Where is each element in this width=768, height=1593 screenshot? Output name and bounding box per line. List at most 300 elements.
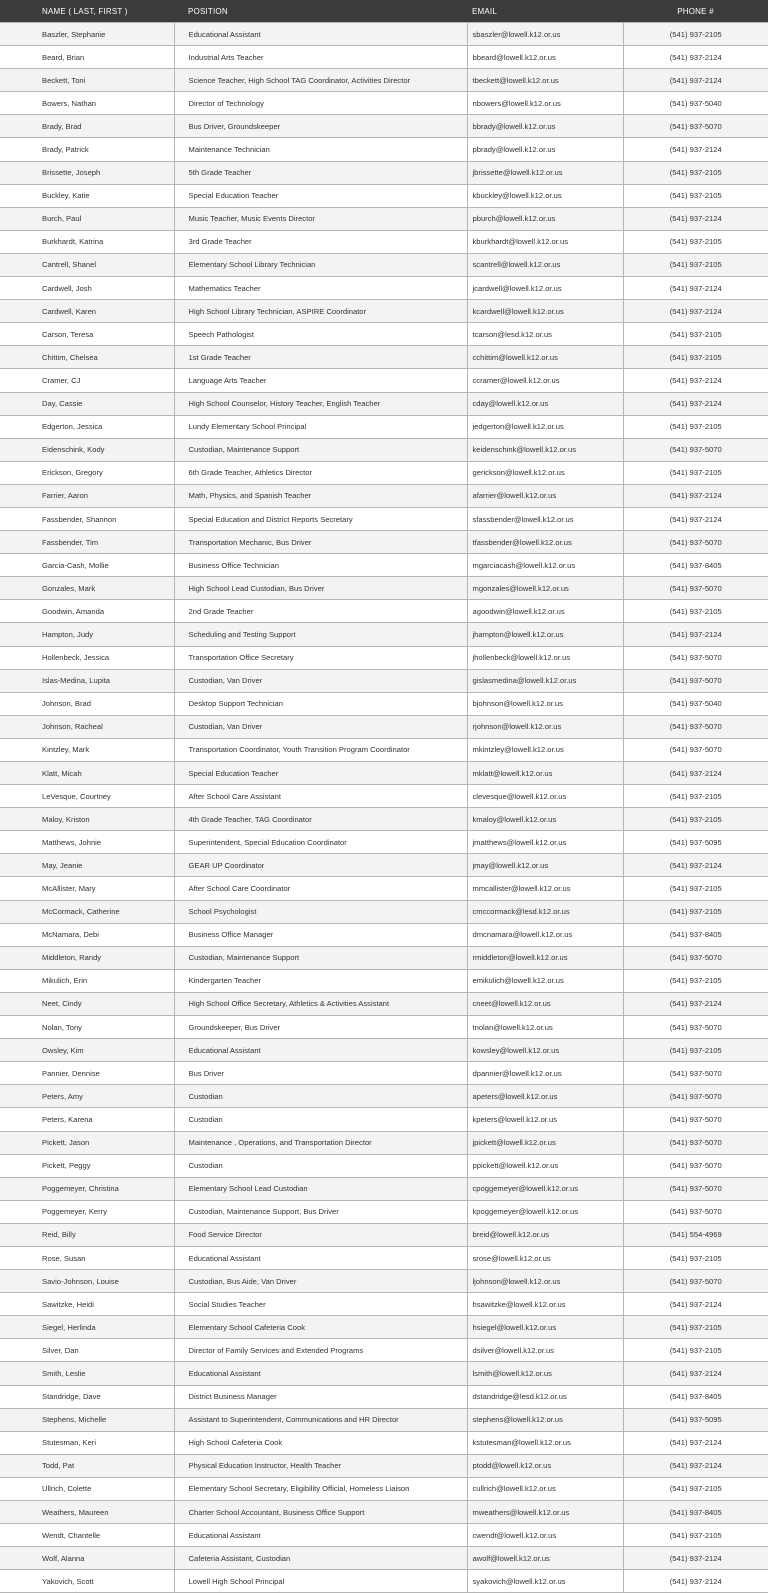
cell-email[interactable]: nbowers@lowell.k12.or.us	[467, 92, 623, 115]
column-header-phone: PHONE #	[623, 0, 768, 23]
table-row	[0, 600, 768, 623]
cell-email[interactable]: pburch@lowell.k12.or.us	[467, 207, 623, 230]
cell-name: Buckley, Katie	[0, 184, 174, 207]
cell-email[interactable]: cmccormack@lesd.k12.or.us	[467, 900, 623, 923]
cell-email[interactable]: emikulich@lowell.k12.or.us	[467, 969, 623, 992]
cell-email[interactable]: kowsley@lowell.k12.or.us	[467, 1039, 623, 1062]
cell-email[interactable]: mgarciacash@lowell.k12.or.us	[467, 554, 623, 577]
cell-name: Pickett, Jason	[0, 1131, 174, 1154]
cell-name: Cramer, CJ	[0, 369, 174, 392]
cell-position: High School Cafeteria Cook	[174, 1431, 467, 1454]
cell-position: After School Care Coordinator	[174, 877, 467, 900]
cell-email[interactable]: ptodd@lowell.k12.or.us	[467, 1454, 623, 1477]
cell-phone: (541) 937-8405	[623, 1385, 768, 1408]
table-row	[0, 277, 768, 300]
cell-position: Speech Pathologist	[174, 323, 467, 346]
cell-name: Wendt, Chantelle	[0, 1524, 174, 1547]
table-row	[0, 115, 768, 138]
cell-position: Educational Assistant	[174, 1039, 467, 1062]
cell-name: May, Jeanie	[0, 854, 174, 877]
cell-phone: (541) 937-2105	[623, 1316, 768, 1339]
cell-email[interactable]: hsawitzke@lowell.k12.or.us	[467, 1293, 623, 1316]
cell-phone: (541) 937-5070	[623, 1154, 768, 1177]
cell-name: Burkhardt, Katrina	[0, 230, 174, 253]
table-row	[0, 1339, 768, 1362]
cell-email[interactable]: cullrich@lowell.k12.or.us	[467, 1477, 623, 1500]
table-row	[0, 877, 768, 900]
cell-phone: (541) 937-2124	[623, 623, 768, 646]
cell-name: Poggemeyer, Kerry	[0, 1200, 174, 1223]
cell-name: Garcia-Cash, Mollie	[0, 554, 174, 577]
table-row	[0, 1293, 768, 1316]
cell-email[interactable]: awolf@lowell.k12.or.us	[467, 1547, 623, 1570]
cell-position: Elementary School Cafeteria Cook	[174, 1316, 467, 1339]
cell-phone: (541) 937-2124	[623, 207, 768, 230]
cell-name: Weathers, Maureen	[0, 1501, 174, 1524]
table-row	[0, 1223, 768, 1246]
cell-email[interactable]: mmcallister@lowell.k12.or.us	[467, 877, 623, 900]
cell-email[interactable]: jbrissette@lowell.k12.or.us	[467, 161, 623, 184]
cell-email[interactable]: apeters@lowell.k12.or.us	[467, 1085, 623, 1108]
cell-phone: (541) 937-8405	[623, 1501, 768, 1524]
cell-position: Language Arts Teacher	[174, 369, 467, 392]
cell-phone: (541) 937-5095	[623, 1408, 768, 1431]
cell-name: Matthews, Johnie	[0, 831, 174, 854]
cell-name: LeVesque, Courtney	[0, 785, 174, 808]
cell-name: Cardwell, Karen	[0, 300, 174, 323]
cell-name: Rose, Susan	[0, 1246, 174, 1269]
cell-position: Educational Assistant	[174, 1362, 467, 1385]
cell-email[interactable]: jedgerton@lowell.k12.or.us	[467, 415, 623, 438]
cell-name: Kintzley, Mark	[0, 738, 174, 761]
cell-email[interactable]: jhollenbeck@lowell.k12.or.us	[467, 646, 623, 669]
cell-name: Stutesman, Keri	[0, 1431, 174, 1454]
cell-phone: (541) 937-2124	[623, 300, 768, 323]
table-row	[0, 1547, 768, 1570]
cell-phone: (541) 937-5070	[623, 531, 768, 554]
cell-phone: (541) 937-2124	[623, 1362, 768, 1385]
cell-email[interactable]: cwendt@lowell.k12.or.us	[467, 1524, 623, 1547]
cell-name: Todd, Pat	[0, 1454, 174, 1477]
cell-phone: (541) 937-2124	[623, 992, 768, 1015]
cell-name: Smith, Leslie	[0, 1362, 174, 1385]
cell-position: Custodian, Bus Aide, Van Driver	[174, 1270, 467, 1293]
cell-phone: (541) 937-2105	[623, 461, 768, 484]
table-row	[0, 1454, 768, 1477]
cell-email[interactable]: pbrady@lowell.k12.or.us	[467, 138, 623, 161]
table-row	[0, 1385, 768, 1408]
cell-phone: (541) 937-2105	[623, 23, 768, 46]
table-row	[0, 831, 768, 854]
cell-position: Lundy Elementary School Principal	[174, 415, 467, 438]
cell-phone: (541) 937-2105	[623, 184, 768, 207]
cell-position: 5th Grade Teacher	[174, 161, 467, 184]
cell-phone: (541) 937-2124	[623, 69, 768, 92]
table-row	[0, 69, 768, 92]
cell-name: Beard, Brian	[0, 46, 174, 69]
table-row	[0, 300, 768, 323]
column-header-email: EMAIL	[467, 0, 623, 23]
column-header-position: POSITION	[174, 0, 467, 23]
cell-position: After School Care Assistant	[174, 785, 467, 808]
cell-name: Maloy, Kriston	[0, 808, 174, 831]
cell-position: Transportation Office Secretary	[174, 646, 467, 669]
cell-name: Pannier, Dennise	[0, 1062, 174, 1085]
cell-position: Superintendent, Special Education Coordinator	[174, 831, 467, 854]
cell-phone: (541) 937-2124	[623, 392, 768, 415]
table-row	[0, 207, 768, 230]
cell-position: Director of Technology	[174, 92, 467, 115]
cell-position: 2nd Grade Teacher	[174, 600, 467, 623]
cell-phone: (541) 937-2105	[623, 877, 768, 900]
cell-phone: (541) 937-5070	[623, 1131, 768, 1154]
cell-email[interactable]: gerickson@lowell.k12.or.us	[467, 461, 623, 484]
cell-email[interactable]: ccramer@lowell.k12.or.us	[467, 369, 623, 392]
cell-email[interactable]: bbrady@lowell.k12.or.us	[467, 115, 623, 138]
cell-name: Owsley, Kim	[0, 1039, 174, 1062]
cell-email[interactable]: jcardwell@lowell.k12.or.us	[467, 277, 623, 300]
table-row	[0, 415, 768, 438]
cell-phone: (541) 937-5070	[623, 738, 768, 761]
cell-name: Poggemeyer, Christina	[0, 1177, 174, 1200]
cell-position: School Psychologist	[174, 900, 467, 923]
cell-email[interactable]: kpoggemeyer@lowell.k12.or.us	[467, 1200, 623, 1223]
cell-position: 4th Grade Teacher, TAG Coordinator	[174, 808, 467, 831]
cell-email[interactable]: kpeters@lowell.k12.or.us	[467, 1108, 623, 1131]
cell-name: McNamara, Debi	[0, 923, 174, 946]
cell-position: Custodian, Van Driver	[174, 715, 467, 738]
cell-position: Food Service Director	[174, 1223, 467, 1246]
cell-phone: (541) 937-2124	[623, 46, 768, 69]
table-row	[0, 184, 768, 207]
cell-email[interactable]: rmiddleton@lowell.k12.or.us	[467, 946, 623, 969]
cell-email[interactable]: bbeard@lowell.k12.or.us	[467, 46, 623, 69]
table-row	[0, 230, 768, 253]
cell-phone: (541) 937-5070	[623, 115, 768, 138]
table-header	[0, 0, 768, 23]
table-row	[0, 161, 768, 184]
table-row	[0, 1039, 768, 1062]
cell-email[interactable]: scantrell@lowell.k12.or.us	[467, 253, 623, 276]
table-row	[0, 738, 768, 761]
cell-email[interactable]: sfassbender@lowell.k12.or.us	[467, 507, 623, 530]
table-row	[0, 1501, 768, 1524]
cell-email[interactable]: breid@lowell.k12.or.us	[467, 1223, 623, 1246]
cell-phone: (541) 937-5070	[623, 438, 768, 461]
cell-name: Reid, Billy	[0, 1223, 174, 1246]
table-row	[0, 692, 768, 715]
cell-position: GEAR UP Coordinator	[174, 854, 467, 877]
column-header-name: NAME ( LAST, FIRST )	[0, 0, 174, 23]
cell-name: Fassbender, Shannon	[0, 507, 174, 530]
cell-name: Gonzales, Mark	[0, 577, 174, 600]
cell-phone: (541) 937-5040	[623, 692, 768, 715]
cell-email[interactable]: clevesque@lowell.k12.or.us	[467, 785, 623, 808]
cell-position: Business Office Manager	[174, 923, 467, 946]
cell-email[interactable]: kstutesman@lowell.k12.or.us	[467, 1431, 623, 1454]
cell-email[interactable]: keidenschink@lowell.k12.or.us	[467, 438, 623, 461]
cell-position: Bus Driver, Groundskeeper	[174, 115, 467, 138]
cell-phone: (541) 937-5070	[623, 1016, 768, 1039]
cell-email[interactable]: srose@lowell.k12.or.us	[467, 1246, 623, 1269]
cell-position: Elementary School Library Technician	[174, 253, 467, 276]
cell-email[interactable]: syakovich@lowell.k12.or.us	[467, 1570, 623, 1593]
table-row	[0, 785, 768, 808]
cell-email[interactable]: hsiegel@lowell.k12.or.us	[467, 1316, 623, 1339]
cell-position: Kindergarten Teacher	[174, 969, 467, 992]
table-row	[0, 1154, 768, 1177]
cell-email[interactable]: cday@lowell.k12.or.us	[467, 392, 623, 415]
cell-email[interactable]: stephens@lowell.k12.or.us	[467, 1408, 623, 1431]
cell-name: Fassbender, Tim	[0, 531, 174, 554]
cell-name: Johnson, Racheal	[0, 715, 174, 738]
cell-email[interactable]: mweathers@lowell.k12.or.us	[467, 1501, 623, 1524]
cell-email[interactable]: mgonzales@lowell.k12.or.us	[467, 577, 623, 600]
cell-email[interactable]: cchittim@lowell.k12.or.us	[467, 346, 623, 369]
cell-position: Maintenance Technician	[174, 138, 467, 161]
cell-email[interactable]: jmatthews@lowell.k12.or.us	[467, 831, 623, 854]
cell-phone: (541) 937-2105	[623, 785, 768, 808]
table-row	[0, 1524, 768, 1547]
cell-phone: (541) 937-8405	[623, 923, 768, 946]
cell-email[interactable]: dpannier@lowell.k12.or.us	[467, 1062, 623, 1085]
cell-phone: (541) 937-2124	[623, 369, 768, 392]
cell-email[interactable]: cpoggemeyer@lowell.k12.or.us	[467, 1177, 623, 1200]
cell-name: McCormack, Catherine	[0, 900, 174, 923]
table-row	[0, 1431, 768, 1454]
cell-name: Sawitzke, Heidi	[0, 1293, 174, 1316]
cell-position: High School Counselor, History Teacher, English Teacher	[174, 392, 467, 415]
cell-position: Maintenance , Operations, and Transportation Director	[174, 1131, 467, 1154]
cell-name: Eidenschink, Kody	[0, 438, 174, 461]
table-row	[0, 484, 768, 507]
table-row	[0, 715, 768, 738]
cell-name: Brady, Patrick	[0, 138, 174, 161]
cell-email[interactable]: mkintzley@lowell.k12.or.us	[467, 738, 623, 761]
cell-email[interactable]: afarrier@lowell.k12.or.us	[467, 484, 623, 507]
cell-email[interactable]: ppickett@lowell.k12.or.us	[467, 1154, 623, 1177]
cell-phone: (541) 937-2124	[623, 1454, 768, 1477]
cell-email[interactable]: bjohnson@lowell.k12.or.us	[467, 692, 623, 715]
cell-position: Groundskeeper, Bus Driver	[174, 1016, 467, 1039]
cell-phone: (541) 937-5070	[623, 1062, 768, 1085]
table-row	[0, 554, 768, 577]
cell-position: Assistant to Superintendent, Communications and HR Director	[174, 1408, 467, 1431]
cell-email[interactable]: gislasmedina@lowell.k12.or.us	[467, 669, 623, 692]
cell-position: Custodian, Maintenance Support, Bus Driver	[174, 1200, 467, 1223]
cell-position: Music Teacher, Music Events Director	[174, 207, 467, 230]
cell-email[interactable]: tfassbender@lowell.k12.or.us	[467, 531, 623, 554]
cell-phone: (541) 937-5070	[623, 577, 768, 600]
cell-phone: (541) 937-2105	[623, 969, 768, 992]
cell-position: Desktop Support Technician	[174, 692, 467, 715]
cell-name: Islas-Medina, Lupita	[0, 669, 174, 692]
cell-position: Elementary School Lead Custodian	[174, 1177, 467, 1200]
cell-name: Peters, Karena	[0, 1108, 174, 1131]
cell-name: Yakovich, Scott	[0, 1570, 174, 1593]
cell-email[interactable]: rjohnson@lowell.k12.or.us	[467, 715, 623, 738]
table-row	[0, 1316, 768, 1339]
cell-name: Burch, Paul	[0, 207, 174, 230]
cell-phone: (541) 937-5070	[623, 1200, 768, 1223]
cell-phone: (541) 937-5070	[623, 646, 768, 669]
cell-phone: (541) 937-2124	[623, 854, 768, 877]
cell-phone: (541) 937-2105	[623, 600, 768, 623]
cell-phone: (541) 937-2105	[623, 415, 768, 438]
table-row	[0, 531, 768, 554]
cell-position: 3rd Grade Teacher	[174, 230, 467, 253]
cell-email[interactable]: kcardwell@lowell.k12.or.us	[467, 300, 623, 323]
table-row	[0, 808, 768, 831]
cell-phone: (541) 937-2124	[623, 1293, 768, 1316]
cell-phone: (541) 937-5070	[623, 669, 768, 692]
cell-position: Educational Assistant	[174, 1524, 467, 1547]
cell-position: Industrial Arts Teacher	[174, 46, 467, 69]
cell-phone: (541) 937-2124	[623, 277, 768, 300]
cell-name: Brissette, Joseph	[0, 161, 174, 184]
cell-phone: (541) 937-5070	[623, 1108, 768, 1131]
cell-name: Middleton, Randy	[0, 946, 174, 969]
cell-phone: (541) 937-2124	[623, 1431, 768, 1454]
header-row	[0, 0, 768, 23]
cell-phone: (541) 937-5070	[623, 946, 768, 969]
cell-position: Social Studies Teacher	[174, 1293, 467, 1316]
cell-email[interactable]: lsmith@lowell.k12.or.us	[467, 1362, 623, 1385]
cell-position: Custodian, Maintenance Support	[174, 946, 467, 969]
cell-name: Savio-Johnson, Louise	[0, 1270, 174, 1293]
cell-email[interactable]: dstandridge@lesd.k12.or.us	[467, 1385, 623, 1408]
table-row	[0, 1108, 768, 1131]
cell-position: Transportation Mechanic, Bus Driver	[174, 531, 467, 554]
cell-name: Cardwell, Josh	[0, 277, 174, 300]
cell-email[interactable]: jhampton@lowell.k12.or.us	[467, 623, 623, 646]
cell-position: Scheduling and Testing Support	[174, 623, 467, 646]
cell-position: Charter School Accountant, Business Office Support	[174, 1501, 467, 1524]
cell-email[interactable]: kbuckley@lowell.k12.or.us	[467, 184, 623, 207]
table-row	[0, 1016, 768, 1039]
cell-name: Nolan, Tony	[0, 1016, 174, 1039]
table-row	[0, 923, 768, 946]
cell-phone: (541) 937-5070	[623, 715, 768, 738]
cell-phone: (541) 554-4969	[623, 1223, 768, 1246]
cell-name: Siegel, Herlinda	[0, 1316, 174, 1339]
cell-name: Stephens, Michelle	[0, 1408, 174, 1431]
cell-position: Elementary School Secretary, Eligibility Official, Homeless Liaison	[174, 1477, 467, 1500]
table-row	[0, 346, 768, 369]
table-row	[0, 992, 768, 1015]
cell-name: Peters, Amy	[0, 1085, 174, 1108]
table-row	[0, 1270, 768, 1293]
cell-phone: (541) 937-2105	[623, 253, 768, 276]
table-row	[0, 253, 768, 276]
cell-name: Beckett, Toni	[0, 69, 174, 92]
cell-email[interactable]: tnolan@lowell.k12.or.us	[467, 1016, 623, 1039]
cell-name: Ullrich, Colette	[0, 1477, 174, 1500]
cell-name: Cantrell, Shanel	[0, 253, 174, 276]
cell-name: Bowers, Nathan	[0, 92, 174, 115]
cell-position: Custodian	[174, 1154, 467, 1177]
cell-email[interactable]: kburkhardt@lowell.k12.or.us	[467, 230, 623, 253]
cell-email[interactable]: cneet@lowell.k12.or.us	[467, 992, 623, 1015]
cell-position: 6th Grade Teacher, Athletics Director	[174, 461, 467, 484]
cell-name: Brady, Brad	[0, 115, 174, 138]
cell-phone: (541) 937-2124	[623, 507, 768, 530]
cell-email[interactable]: tbeckett@lowell.k12.or.us	[467, 69, 623, 92]
table-row	[0, 369, 768, 392]
cell-name: Neet, Cindy	[0, 992, 174, 1015]
cell-email[interactable]: sbaszler@lowell.k12.or.us	[467, 23, 623, 46]
table-row	[0, 854, 768, 877]
cell-phone: (541) 937-2124	[623, 138, 768, 161]
cell-name: Silver, Dan	[0, 1339, 174, 1362]
cell-position: Special Education Teacher	[174, 184, 467, 207]
cell-position: Bus Driver	[174, 1062, 467, 1085]
table-row	[0, 762, 768, 785]
cell-name: Chittim, Chelsea	[0, 346, 174, 369]
table-row	[0, 46, 768, 69]
cell-email[interactable]: agoodwin@lowell.k12.or.us	[467, 600, 623, 623]
cell-name: Johnson, Brad	[0, 692, 174, 715]
cell-phone: (541) 937-2105	[623, 1339, 768, 1362]
cell-phone: (541) 937-2105	[623, 346, 768, 369]
table-row	[0, 1362, 768, 1385]
cell-position: Custodian, Maintenance Support	[174, 438, 467, 461]
cell-name: Erickson, Gregory	[0, 461, 174, 484]
cell-name: Carson, Teresa	[0, 323, 174, 346]
cell-position: High School Library Technician, ASPIRE Coordinator	[174, 300, 467, 323]
table-row	[0, 900, 768, 923]
cell-phone: (541) 937-2105	[623, 323, 768, 346]
table-row	[0, 323, 768, 346]
cell-phone: (541) 937-2105	[623, 161, 768, 184]
cell-email[interactable]: jpickett@lowell.k12.or.us	[467, 1131, 623, 1154]
cell-phone: (541) 937-2105	[623, 900, 768, 923]
cell-email[interactable]: mklatt@lowell.k12.or.us	[467, 762, 623, 785]
table-row	[0, 23, 768, 46]
cell-name: Goodwin, Amanda	[0, 600, 174, 623]
cell-email[interactable]: ljohnson@lowell.k12.or.us	[467, 1270, 623, 1293]
cell-name: Pickett, Peggy	[0, 1154, 174, 1177]
cell-email[interactable]: dmcnamara@lowell.k12.or.us	[467, 923, 623, 946]
table-row	[0, 577, 768, 600]
cell-position: Business Office Technician	[174, 554, 467, 577]
cell-email[interactable]: tcarson@lesd.k12.or.us	[467, 323, 623, 346]
cell-position: Custodian	[174, 1085, 467, 1108]
cell-position: Custodian, Van Driver	[174, 669, 467, 692]
cell-email[interactable]: jmay@lowell.k12.or.us	[467, 854, 623, 877]
cell-phone: (541) 937-5070	[623, 1177, 768, 1200]
table-row	[0, 1477, 768, 1500]
cell-position: Special Education and District Reports Secretary	[174, 507, 467, 530]
table-row	[0, 1062, 768, 1085]
table-row	[0, 969, 768, 992]
cell-phone: (541) 937-5040	[623, 92, 768, 115]
cell-phone: (541) 937-2124	[623, 484, 768, 507]
cell-email[interactable]: dsilver@lowell.k12.or.us	[467, 1339, 623, 1362]
cell-phone: (541) 937-2105	[623, 1246, 768, 1269]
cell-position: 1st Grade Teacher	[174, 346, 467, 369]
cell-phone: (541) 937-2105	[623, 1477, 768, 1500]
cell-phone: (541) 937-2105	[623, 1524, 768, 1547]
table-row	[0, 138, 768, 161]
table-row	[0, 1085, 768, 1108]
cell-position: Science Teacher, High School TAG Coordinator, Activities Director	[174, 69, 467, 92]
cell-position: Physical Education Instructor, Health Teacher	[174, 1454, 467, 1477]
cell-name: McAllister, Mary	[0, 877, 174, 900]
cell-phone: (541) 937-2124	[623, 762, 768, 785]
cell-position: High School Lead Custodian, Bus Driver	[174, 577, 467, 600]
cell-email[interactable]: kmaloy@lowell.k12.or.us	[467, 808, 623, 831]
